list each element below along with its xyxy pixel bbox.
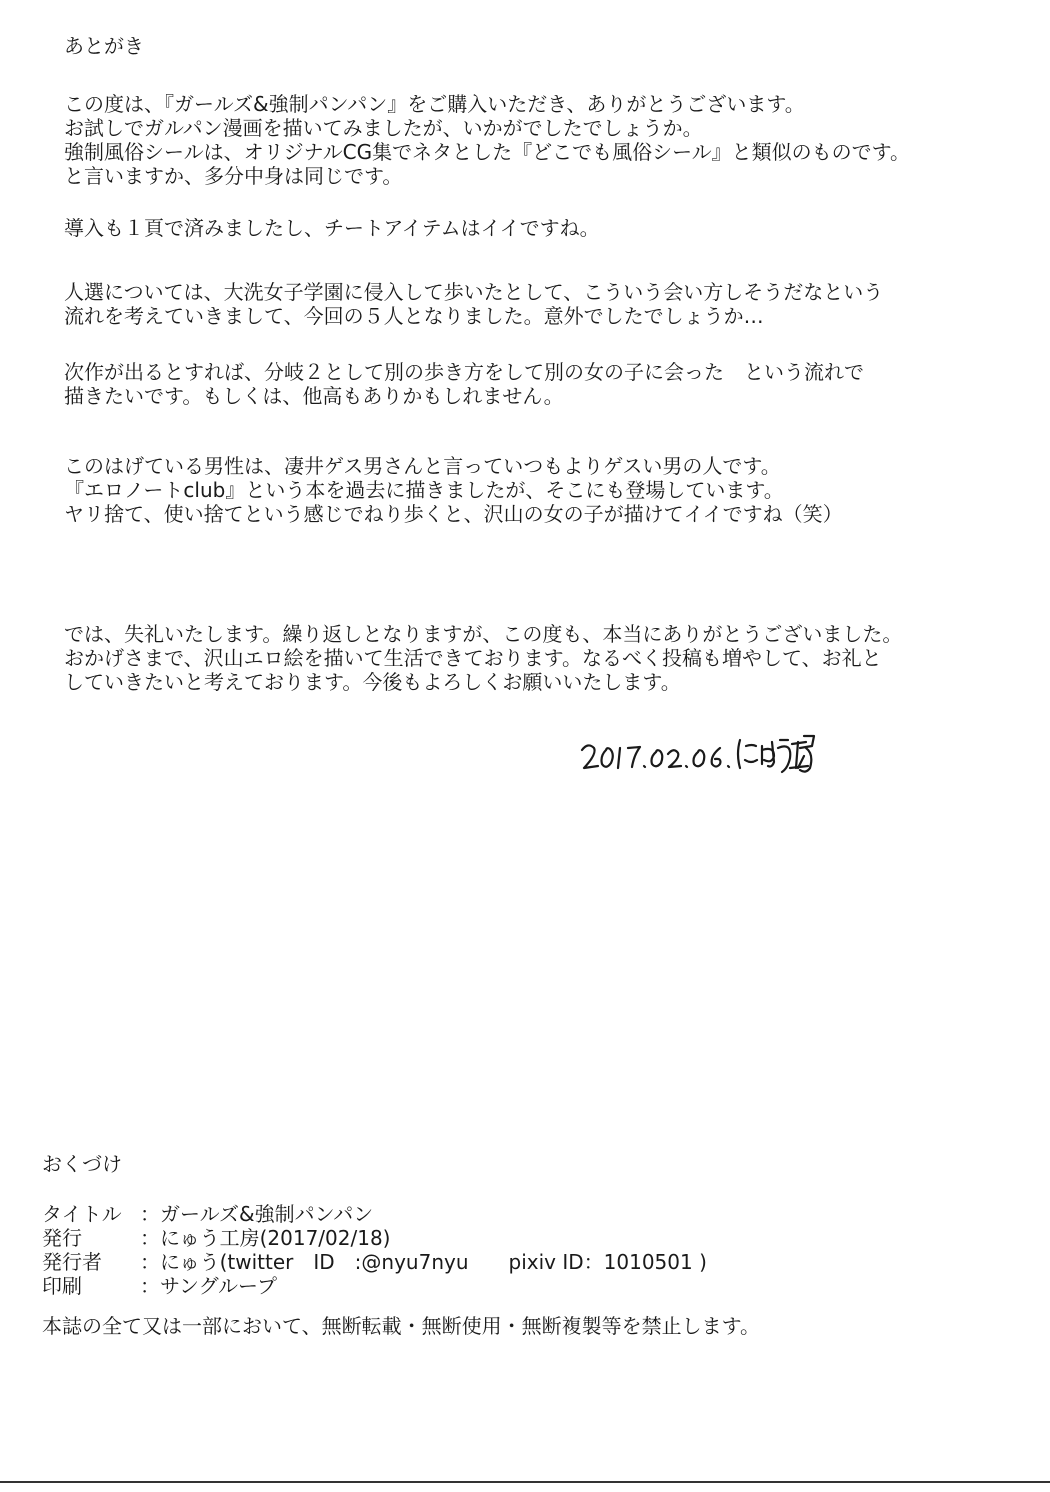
text-line: では、失礼いたします。繰り返しとなりますが、この度も、本当にありがとうございました。 (64, 622, 903, 646)
colophon-label: 発行 (42, 1226, 82, 1250)
colophon-value: ガールズ&強制パンパン (160, 1202, 374, 1226)
bottom-rule (0, 1481, 1050, 1483)
afterword-section (64, 34, 1004, 722)
text-line: 『エロノートclub』という本を過去に描きましたが、そこにも登場しています。 (64, 478, 784, 502)
afterword-paragraph (64, 280, 1004, 328)
text-line: 流れを考えていきまして、今回の５人となりました。意外でしたでしょうか… (64, 304, 764, 328)
colophon-row-printer (42, 1274, 1002, 1298)
afterword-paragraph (64, 216, 1004, 240)
colophon-separator: ： (140, 1226, 160, 1250)
colophon-value: サングループ (160, 1274, 277, 1298)
text-line: 人選については、大洗女子学園に侵入して歩いたとして、こういう会い方しそうだなという (64, 280, 884, 304)
afterword-paragraph (64, 360, 1004, 408)
text-line: 導入も１頁で済みましたし、チートアイテムはイイですね。 (64, 216, 600, 240)
text-line: していきたいと考えております。今後もよろしくお願いいたします。 (64, 670, 681, 694)
colophon-label: 印刷 (42, 1274, 82, 1298)
colophon-row-title (42, 1202, 1002, 1226)
text-line: このはげている男性は、凄井ゲス男さんと言っていつもよりゲスい男の人です。 (64, 454, 781, 478)
afterword-heading: あとがき (64, 34, 144, 58)
text-line: この度は、『ガールズ&強制パンパン』をご購入いただき、ありがとうございます。 (64, 92, 805, 116)
colophon-row-issuer (42, 1250, 1002, 1274)
colophon-separator: ： (140, 1250, 160, 1274)
text-line: おかげさまで、沢山エロ絵を描いて生活できております。なるべく投稿も増やして、お礼と (64, 646, 882, 670)
text-line: 強制風俗シールは、オリジナルCG集でネタとした『どこでも風俗シール』と類似のものです。 (64, 140, 911, 164)
text-line: ヤリ捨て、使い捨てという感じでねり歩くと、沢山の女の子が描けてイイですね（笑） (64, 502, 843, 526)
colophon-value: にゅう工房(2017/02/18) (160, 1226, 391, 1250)
colophon-row-publisher (42, 1226, 1002, 1250)
afterword-paragraph (64, 622, 1004, 694)
text-line: 次作が出るとすれば、分岐２として別の歩き方をして別の女の子に会った という流れで (64, 360, 864, 384)
colophon-separator: ： (140, 1274, 160, 1298)
copyright-notice: 本誌の全て又は一部において、無断転載・無断使用・無断複製等を禁止します。 (42, 1314, 760, 1338)
handwritten-signature (578, 726, 818, 786)
afterword-paragraph (64, 92, 1004, 188)
text-line: お試しでガルパン漫画を描いてみましたが、いかがでしたでしょうか。 (64, 116, 703, 140)
colophon-label: 発行者 (42, 1250, 102, 1274)
colophon-heading: おくづけ (42, 1152, 122, 1176)
text-line: と言いますか、多分中身は同じです。 (64, 164, 403, 188)
afterword-paragraph (64, 454, 1004, 526)
colophon-separator: ： (140, 1202, 160, 1226)
colophon-label: タイトル (42, 1202, 122, 1226)
text-line: 描きたいです。もしくは、他高もありかもしれません。 (64, 384, 564, 408)
colophon-value: にゅう(twitter ID :@nyu7nyu pixiv ID：1010501 ) (160, 1250, 707, 1274)
colophon-section (42, 1152, 1002, 1338)
